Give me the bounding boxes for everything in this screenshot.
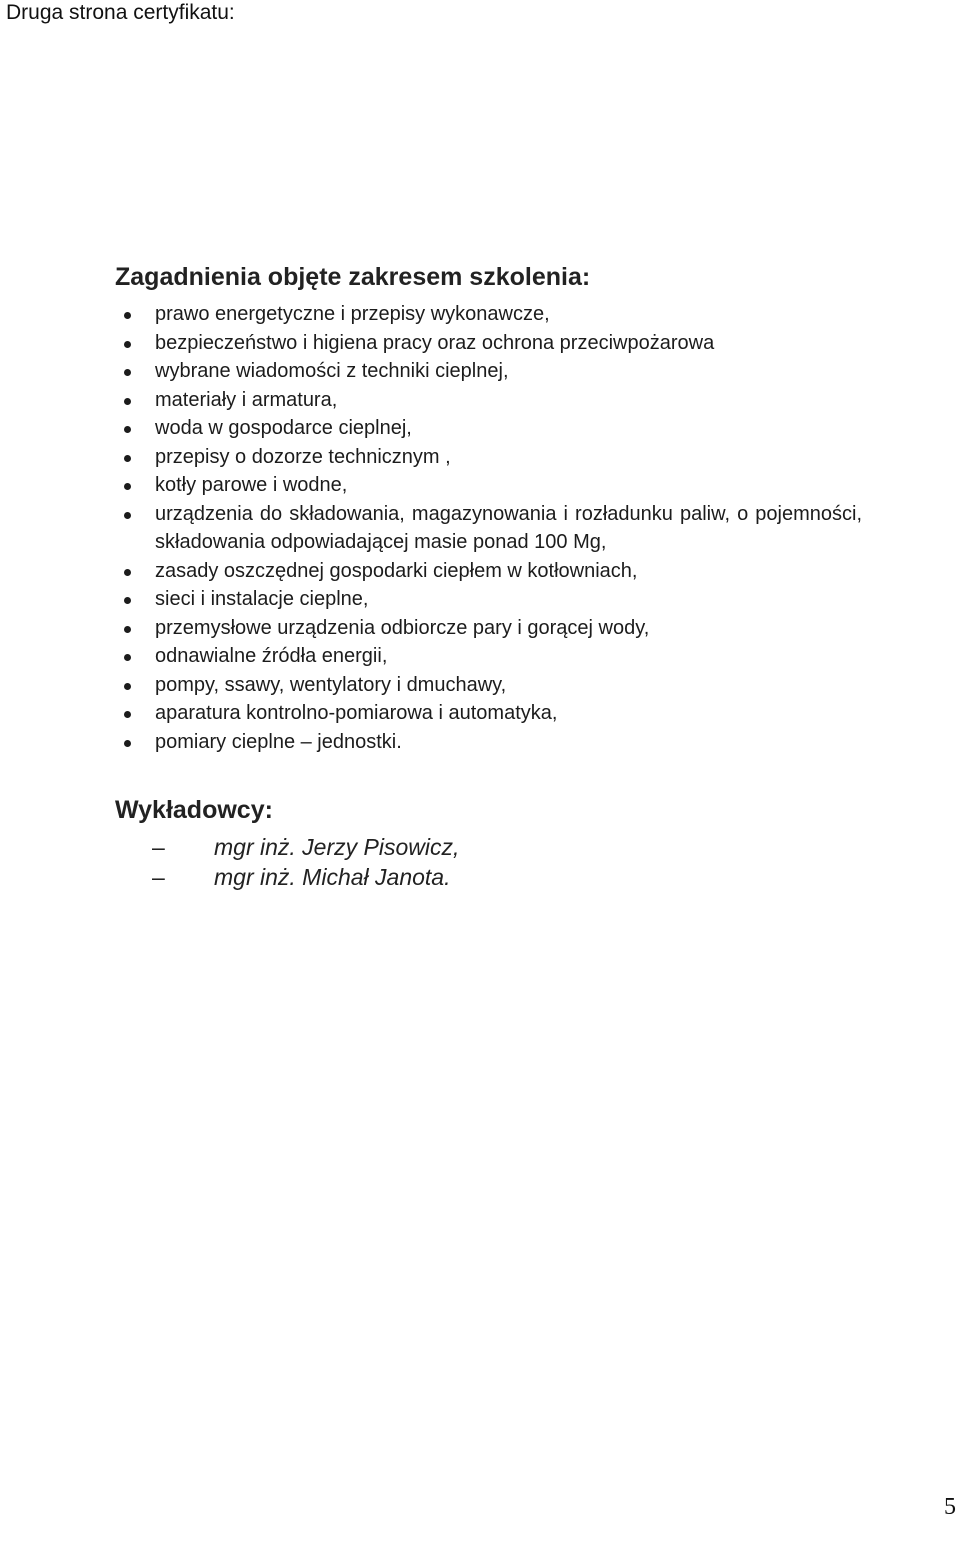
dash-marker: – (152, 834, 165, 860)
bullet-icon (124, 426, 131, 433)
list-item (122, 414, 862, 443)
topic-text: pompy, ssawy, wentylatory i dmuchawy, (155, 673, 507, 696)
topic-text: woda w gospodarce cieplnej, (155, 417, 412, 439)
list-item (122, 357, 862, 386)
list-item (122, 386, 862, 415)
page-header: Druga strona certyfikatu: (6, 1, 235, 24)
list-item (122, 500, 862, 557)
bullet-icon (124, 312, 131, 319)
bullet-icon (124, 711, 131, 718)
list-item (122, 728, 862, 757)
list-item (122, 642, 862, 671)
lecturers-heading: Wykładowcy: (115, 796, 273, 824)
topic-text: pomiary cieplne – jednostki. (155, 730, 402, 753)
bullet-icon (124, 626, 131, 633)
bullet-icon (124, 455, 131, 462)
list-item (122, 671, 862, 700)
page-number: 5 (944, 1494, 956, 1520)
bullet-icon (124, 341, 131, 348)
topic-text: wybrane wiadomości z techniki cieplnej, (155, 360, 509, 382)
bullet-icon (124, 597, 131, 604)
lecturer-name: mgr inż. Jerzy Pisowicz, (214, 834, 460, 860)
bullet-icon (124, 654, 131, 661)
list-item (122, 300, 862, 329)
topic-text: przemysłowe urządzenia odbiorcze pary i gorącej wody, (155, 616, 650, 639)
topic-text: aparatura kontrolno-pomiarowa i automatyka, (155, 702, 558, 724)
list-item (122, 443, 862, 472)
bullet-icon (124, 369, 131, 376)
bullet-icon (124, 740, 131, 747)
topic-text: kotły parowe i wodne, (155, 474, 348, 496)
bullet-icon (124, 683, 131, 690)
list-item (122, 585, 862, 614)
dash-marker: – (152, 864, 165, 890)
topic-text: sieci i instalacje cieplne, (155, 588, 369, 610)
list-item (122, 614, 862, 643)
topic-text: przepisy o dozorze technicznym , (155, 445, 451, 468)
bullet-icon (124, 512, 131, 519)
list-item (122, 557, 862, 586)
topic-text: prawo energetyczne i przepisy wykonawcze, (155, 303, 550, 325)
list-item (122, 699, 862, 728)
topic-text: bezpieczeństwo i higiena pracy oraz ochrona przeciwpożarowa (155, 331, 715, 354)
topic-text: materiały i armatura, (155, 388, 338, 411)
topics-list (122, 300, 862, 756)
list-item (122, 471, 862, 500)
bullet-icon (124, 398, 131, 405)
topic-text: zasady oszczędnej gospodarki ciepłem w kotłowniach, (155, 559, 638, 582)
topics-heading: Zagadnienia objęte zakresem szkolenia: (115, 263, 591, 291)
bullet-icon (124, 569, 131, 576)
bullet-icon (124, 483, 131, 490)
topic-text: urządzenia do składowania, magazynowania i rozładunku paliw, o pojemności, składowania odpowiadającej masie ponad 100 Mg, (155, 502, 862, 553)
list-item (122, 329, 862, 358)
lecturer-name: mgr inż. Michał Janota. (214, 864, 451, 890)
topic-text: odnawialne źródła energii, (155, 645, 388, 667)
